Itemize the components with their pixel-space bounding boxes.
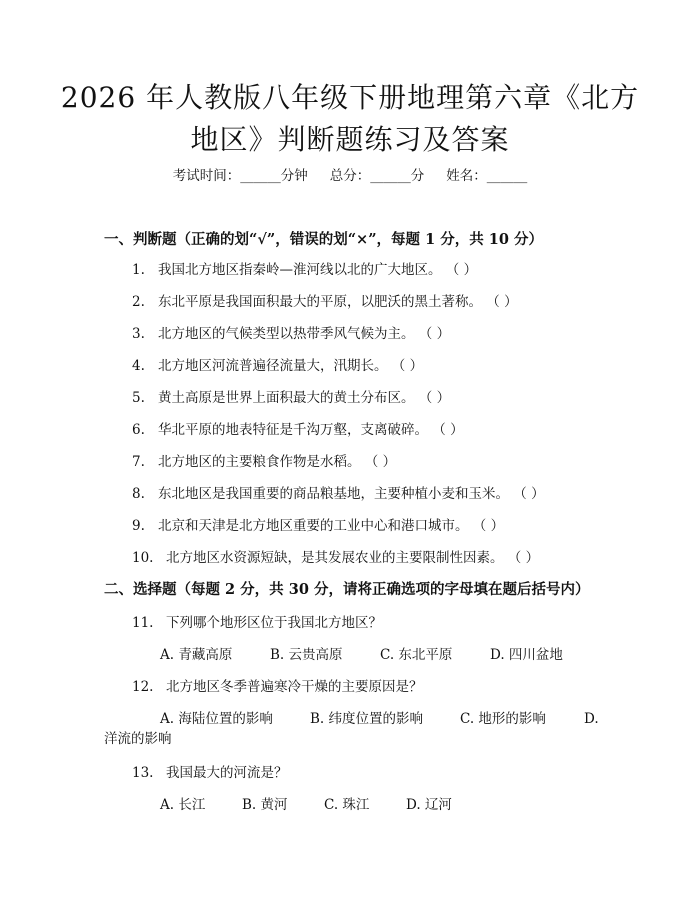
option-a: A. 海陆位置的影响 — [160, 711, 273, 727]
page-title-line-1: 2026 年人教版八年级下册地理第六章《北方 — [60, 81, 640, 114]
option-d: D. — [584, 711, 599, 727]
choice-question-12: 12. 北方地区冬季普遍寒冷干燥的主要原因是？ — [132, 679, 423, 695]
student-name-field: 姓名：______ — [446, 168, 528, 184]
judgement-question: 4. 北方地区河流普遍径流量大，汛期长。 （ ） — [132, 358, 424, 374]
choice-option-12-continuation: 洋流的影响 — [104, 731, 172, 747]
judgement-question: 7. 北方地区的主要粮食作物是水稻。 （ ） — [132, 454, 397, 470]
choice-options-11 — [160, 645, 563, 665]
section-1-heading: 一、判断题（正确的划“√”，错误的划“×”，每题 1 分，共 10 分） — [104, 231, 543, 248]
judgement-question: 9. 北京和天津是北方地区重要的工业中心和港口城市。 （ ） — [132, 518, 505, 534]
judgement-question: 8. 东北地区是我国重要的商品粮基地，主要种植小麦和玉米。 （ ） — [132, 486, 545, 502]
option-d: D. 辽河 — [406, 797, 452, 813]
option-b: B. 黄河 — [242, 797, 288, 813]
option-b: B. 纬度位置的影响 — [310, 711, 424, 727]
judgement-question: 10. 北方地区水资源短缺，是其发展农业的主要限制性因素。 （ ） — [132, 550, 540, 566]
option-d: D. 四川盆地 — [490, 647, 563, 663]
choice-options-12 — [160, 709, 599, 729]
option-c: C. 珠江 — [324, 797, 370, 813]
option-c: C. 地形的影响 — [460, 711, 546, 727]
judgement-question: 2. 东北平原是我国面积最大的平原，以肥沃的黑土著称。 （ ） — [132, 294, 518, 310]
section-2-heading: 二、选择题（每题 2 分，共 30 分，请将正确选项的字母填在题后括号内） — [104, 581, 590, 598]
page-title-line-2: 地区》判断题练习及答案 — [190, 123, 510, 156]
choice-question-13: 13. 我国最大的河流是？ — [132, 765, 288, 781]
judgement-question: 1. 我国北方地区指秦岭—淮河线以北的广大地区。 （ ） — [132, 262, 478, 278]
option-b: B. 云贵高原 — [270, 647, 343, 663]
option-a: A. 长江 — [160, 797, 206, 813]
judgement-question: 3. 北方地区的气候类型以热带季风气候为主。 （ ） — [132, 326, 451, 342]
choice-options-13 — [160, 795, 452, 815]
exam-meta — [0, 166, 700, 186]
exam-time-field: 考试时间：______分钟 — [172, 168, 308, 184]
choice-question-11: 11. 下列哪个地形区位于我国北方地区？ — [132, 615, 382, 631]
total-score-field: 总分：______分 — [329, 168, 425, 184]
judgement-question: 5. 黄土高原是世界上面积最大的黄土分布区。 （ ） — [132, 390, 451, 406]
option-a: A. 青藏高原 — [160, 647, 233, 663]
judgement-question: 6. 华北平原的地表特征是千沟万壑，支离破碎。 （ ） — [132, 422, 464, 438]
option-c: C. 东北平原 — [380, 647, 453, 663]
